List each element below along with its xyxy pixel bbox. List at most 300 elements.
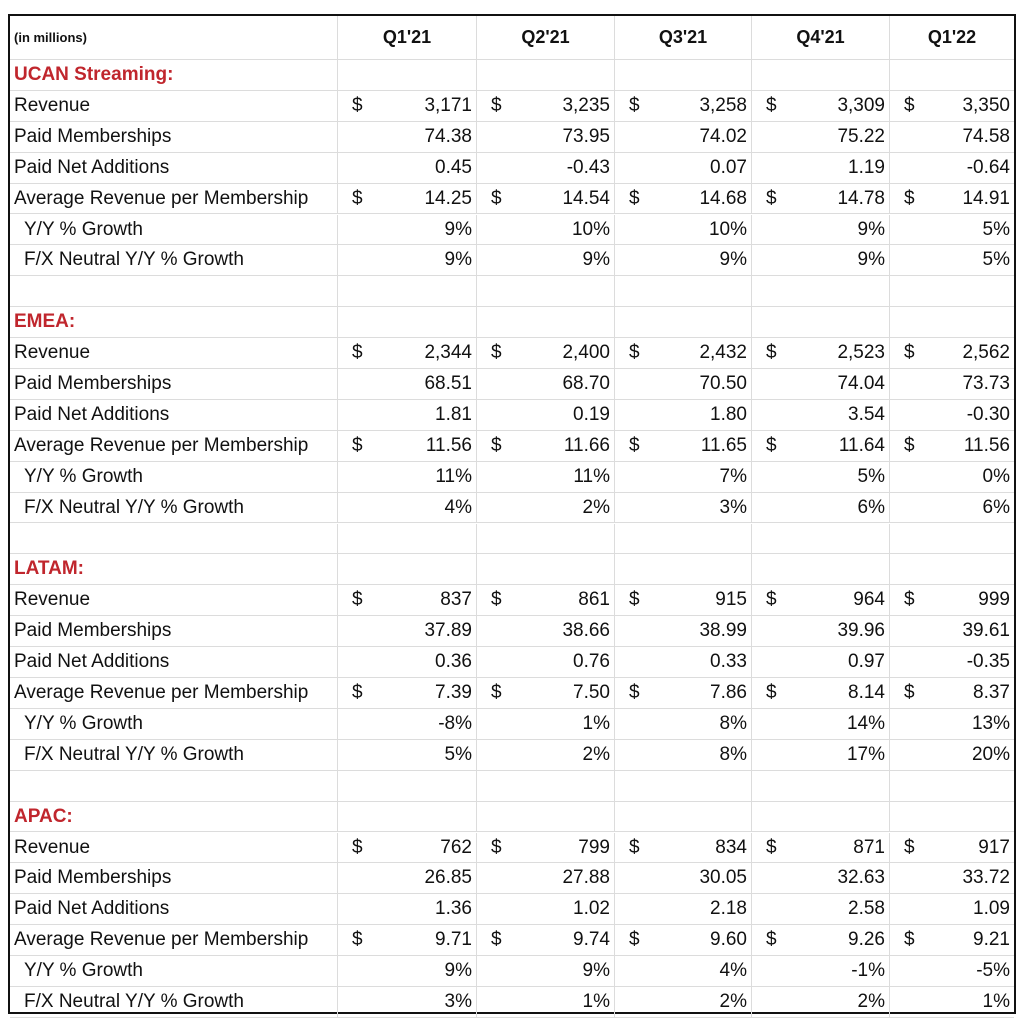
table-row [10, 709, 1014, 740]
row-label: Revenue [10, 833, 338, 864]
value-cell [615, 894, 752, 925]
currency-symbol: $ [352, 929, 363, 951]
spacer-cell [338, 524, 477, 555]
cell-value: 75.22 [837, 125, 885, 147]
value-cell [615, 91, 752, 122]
cell-value: 1% [982, 991, 1010, 1012]
value-cell [890, 833, 1014, 864]
value-cell [752, 400, 890, 431]
spacer-cell [10, 276, 338, 307]
cell-value: 0% [982, 465, 1010, 487]
value-cell [477, 462, 615, 493]
table-row [10, 493, 1014, 524]
empty-cell [477, 307, 615, 338]
empty-cell [477, 802, 615, 833]
value-cell [477, 585, 615, 616]
cell-value: 73.95 [562, 125, 610, 147]
value-cell [752, 369, 890, 400]
spacer-cell [10, 524, 338, 555]
value-cell [890, 245, 1014, 276]
value-cell [477, 647, 615, 678]
value-cell [752, 833, 890, 864]
cell-value: 9% [719, 249, 747, 271]
currency-symbol: $ [766, 342, 777, 364]
row-label: Paid Net Additions [10, 153, 338, 184]
cell-value: 1.81 [435, 403, 472, 425]
cell-value: 762 [440, 836, 472, 858]
cell-value: 2.58 [848, 898, 885, 920]
section-title-row [10, 60, 1014, 91]
value-cell [752, 678, 890, 709]
spacer-cell [752, 771, 890, 802]
value-cell [752, 956, 890, 987]
currency-symbol: $ [491, 187, 502, 209]
section-title: LATAM: [10, 554, 338, 585]
value-cell [338, 184, 477, 215]
currency-symbol: $ [352, 187, 363, 209]
cell-value: 0.07 [710, 156, 747, 178]
value-cell [338, 122, 477, 153]
cell-value: 7% [719, 465, 747, 487]
value-cell [615, 153, 752, 184]
value-cell [890, 987, 1014, 1018]
cell-value: 6% [982, 496, 1010, 518]
value-cell [338, 338, 477, 369]
empty-cell [752, 554, 890, 585]
cell-value: 17% [846, 743, 885, 765]
value-cell [338, 91, 477, 122]
currency-symbol: $ [629, 589, 640, 611]
cell-value: 38.99 [699, 620, 747, 642]
row-label: Average Revenue per Membership [10, 678, 338, 709]
cell-value: 6% [857, 496, 885, 518]
cell-value: 32.63 [837, 867, 885, 889]
cell-value: 9% [582, 249, 610, 271]
value-cell [338, 153, 477, 184]
cell-value: 11.56 [425, 434, 472, 456]
currency-symbol: $ [491, 929, 502, 951]
currency-symbol: $ [491, 589, 502, 611]
currency-symbol: $ [352, 589, 363, 611]
cell-value: 8% [719, 712, 747, 734]
empty-cell [615, 60, 752, 91]
value-cell [477, 153, 615, 184]
value-cell [752, 740, 890, 771]
cell-value: 1% [582, 712, 610, 734]
value-cell [338, 833, 477, 864]
cell-value: 4% [444, 496, 472, 518]
value-cell [890, 863, 1014, 894]
cell-value: 14.91 [962, 187, 1010, 209]
row-label: Paid Memberships [10, 369, 338, 400]
cell-value: 9.71 [435, 929, 472, 951]
spacer-cell [890, 771, 1014, 802]
value-cell [615, 400, 752, 431]
cell-value: 68.51 [424, 373, 472, 394]
cell-value: 5% [982, 249, 1010, 271]
cell-value: 3,350 [962, 94, 1010, 116]
value-cell [477, 369, 615, 400]
value-cell [890, 740, 1014, 771]
value-cell [890, 184, 1014, 215]
cell-value: 2,344 [424, 342, 472, 364]
empty-cell [752, 307, 890, 338]
cell-value: 9.26 [848, 929, 885, 951]
row-label: Average Revenue per Membership [10, 431, 338, 462]
cell-value: 3,309 [837, 94, 885, 116]
value-cell [338, 925, 477, 956]
currency-symbol: $ [766, 434, 777, 456]
cell-value: 1.19 [848, 156, 885, 178]
cell-value: 9.21 [973, 929, 1010, 951]
table-row [10, 215, 1014, 246]
spacer-row [10, 276, 1014, 307]
cell-value: 74.02 [699, 125, 747, 147]
value-cell [890, 462, 1014, 493]
value-cell [615, 338, 752, 369]
empty-cell [477, 60, 615, 91]
spacer-cell [890, 524, 1014, 555]
value-cell [752, 987, 890, 1018]
cell-value: 70.50 [699, 373, 747, 394]
cell-value: 1.02 [573, 898, 610, 920]
currency-symbol: $ [629, 342, 640, 364]
currency-symbol: $ [904, 187, 915, 209]
value-cell [477, 616, 615, 647]
value-cell [338, 894, 477, 925]
table-row [10, 740, 1014, 771]
cell-value: 3% [719, 496, 747, 518]
section-title-row [10, 802, 1014, 833]
value-cell [752, 863, 890, 894]
cell-value: 9% [857, 249, 885, 271]
row-label: F/X Neutral Y/Y % Growth [10, 987, 338, 1018]
cell-value: 5% [444, 743, 472, 765]
table-row [10, 647, 1014, 678]
empty-cell [890, 802, 1014, 833]
value-cell [752, 647, 890, 678]
spacer-cell [477, 524, 615, 555]
value-cell [752, 925, 890, 956]
value-cell [890, 956, 1014, 987]
value-cell [477, 678, 615, 709]
row-label: F/X Neutral Y/Y % Growth [10, 493, 338, 524]
cell-value: 14.25 [424, 187, 472, 209]
spacer-cell [615, 276, 752, 307]
currency-symbol: $ [629, 929, 640, 951]
cell-value: -0.43 [566, 156, 610, 178]
value-cell [752, 894, 890, 925]
value-cell [477, 863, 615, 894]
spacer-row [10, 524, 1014, 555]
currency-symbol: $ [904, 836, 915, 858]
column-header: Q2'21 [477, 16, 615, 60]
value-cell [615, 215, 752, 246]
section-title: UCAN Streaming: [10, 60, 338, 91]
cell-value: 13% [971, 712, 1010, 734]
table-row [10, 153, 1014, 184]
value-cell [752, 493, 890, 524]
value-cell [338, 678, 477, 709]
value-cell [477, 91, 615, 122]
cell-value: 73.73 [962, 373, 1010, 394]
value-cell [615, 956, 752, 987]
empty-cell [890, 554, 1014, 585]
cell-value: 11% [573, 465, 610, 487]
cell-value: 1% [582, 991, 610, 1012]
currency-symbol: $ [491, 342, 502, 364]
value-cell [477, 894, 615, 925]
value-cell [752, 616, 890, 647]
cell-value: 834 [715, 836, 747, 858]
row-label: Paid Net Additions [10, 400, 338, 431]
header-row [10, 16, 1014, 60]
cell-value: 3% [444, 991, 472, 1012]
cell-value: 10% [708, 218, 747, 240]
table-row [10, 184, 1014, 215]
section-title-row [10, 554, 1014, 585]
units-label: (in millions) [10, 16, 338, 60]
value-cell [615, 987, 752, 1018]
spacer-cell [338, 276, 477, 307]
cell-value: 8.37 [973, 682, 1010, 703]
value-cell [615, 431, 752, 462]
cell-value: 1.80 [710, 403, 747, 425]
value-cell [477, 400, 615, 431]
currency-symbol: $ [904, 342, 915, 364]
value-cell [752, 431, 890, 462]
cell-value: 74.38 [424, 125, 472, 147]
cell-value: 20% [971, 743, 1010, 765]
currency-symbol: $ [766, 94, 777, 116]
value-cell [890, 369, 1014, 400]
currency-symbol: $ [904, 434, 915, 456]
table-row [10, 585, 1014, 616]
value-cell [477, 956, 615, 987]
value-cell [890, 400, 1014, 431]
value-cell [477, 925, 615, 956]
value-cell [615, 493, 752, 524]
value-cell [615, 647, 752, 678]
cell-value: 74.04 [837, 373, 885, 394]
spacer-row [10, 771, 1014, 802]
spacer-cell [890, 276, 1014, 307]
table-row [10, 616, 1014, 647]
value-cell [752, 338, 890, 369]
value-cell [890, 894, 1014, 925]
column-header: Q1'21 [338, 16, 477, 60]
cell-value: 2% [582, 743, 610, 765]
row-label: F/X Neutral Y/Y % Growth [10, 245, 338, 276]
currency-symbol: $ [766, 589, 777, 611]
value-cell [615, 709, 752, 740]
value-cell [890, 616, 1014, 647]
value-cell [752, 184, 890, 215]
empty-cell [477, 554, 615, 585]
table-row [10, 338, 1014, 369]
value-cell [477, 245, 615, 276]
value-cell [890, 678, 1014, 709]
cell-value: 3,258 [699, 94, 747, 116]
value-cell [890, 647, 1014, 678]
value-cell [338, 956, 477, 987]
empty-cell [615, 802, 752, 833]
cell-value: 2,523 [837, 342, 885, 364]
row-label: Paid Memberships [10, 122, 338, 153]
cell-value: 0.76 [573, 651, 610, 673]
cell-value: 8.14 [848, 682, 885, 703]
cell-value: 74.58 [962, 125, 1010, 147]
value-cell [752, 122, 890, 153]
cell-value: 917 [978, 836, 1010, 858]
value-cell [338, 369, 477, 400]
value-cell [752, 585, 890, 616]
cell-value: 14.78 [837, 187, 885, 209]
spacer-cell [615, 524, 752, 555]
value-cell [615, 184, 752, 215]
cell-value: 915 [715, 589, 747, 611]
empty-cell [752, 802, 890, 833]
row-label: Paid Net Additions [10, 894, 338, 925]
cell-value: 2% [857, 991, 885, 1012]
value-cell [615, 833, 752, 864]
value-cell [615, 245, 752, 276]
value-cell [338, 215, 477, 246]
empty-cell [615, 307, 752, 338]
value-cell [338, 431, 477, 462]
value-cell [338, 709, 477, 740]
value-cell [890, 215, 1014, 246]
cell-value: -8% [438, 712, 472, 734]
spacer-cell [752, 276, 890, 307]
value-cell [752, 709, 890, 740]
table-row [10, 122, 1014, 153]
financial-table [8, 14, 1016, 1014]
spacer-cell [477, 771, 615, 802]
cell-value: 871 [853, 836, 885, 858]
cell-value: 0.19 [573, 403, 610, 425]
value-cell [752, 153, 890, 184]
cell-value: 7.39 [435, 682, 472, 703]
cell-value: 10% [571, 218, 610, 240]
value-cell [338, 987, 477, 1018]
cell-value: 1.09 [973, 898, 1010, 920]
empty-cell [890, 60, 1014, 91]
currency-symbol: $ [352, 682, 363, 703]
table-row [10, 987, 1014, 1018]
table-row [10, 431, 1014, 462]
currency-symbol: $ [904, 682, 915, 703]
currency-symbol: $ [629, 682, 640, 703]
currency-symbol: $ [766, 682, 777, 703]
column-header: Q4'21 [752, 16, 890, 60]
row-label: Paid Memberships [10, 616, 338, 647]
empty-cell [338, 60, 477, 91]
empty-cell [890, 307, 1014, 338]
cell-value: 37.89 [424, 620, 472, 642]
value-cell [890, 338, 1014, 369]
empty-cell [752, 60, 890, 91]
value-cell [615, 369, 752, 400]
value-cell [890, 493, 1014, 524]
currency-symbol: $ [629, 94, 640, 116]
row-label: Revenue [10, 585, 338, 616]
cell-value: 2,432 [699, 342, 747, 364]
value-cell [477, 833, 615, 864]
table-row [10, 894, 1014, 925]
value-cell [752, 462, 890, 493]
value-cell [615, 925, 752, 956]
value-cell [477, 740, 615, 771]
cell-value: 26.85 [424, 867, 472, 889]
cell-value: 9.74 [573, 929, 610, 951]
value-cell [477, 122, 615, 153]
row-label: Revenue [10, 91, 338, 122]
cell-value: 4% [719, 960, 747, 982]
value-cell [477, 184, 615, 215]
column-header: Q3'21 [615, 16, 752, 60]
currency-symbol: $ [904, 94, 915, 116]
row-label: Average Revenue per Membership [10, 184, 338, 215]
cell-value: -1% [851, 960, 885, 982]
cell-value: 30.05 [699, 867, 747, 889]
currency-symbol: $ [766, 929, 777, 951]
value-cell [338, 740, 477, 771]
empty-cell [615, 554, 752, 585]
row-label: F/X Neutral Y/Y % Growth [10, 740, 338, 771]
value-cell [477, 338, 615, 369]
value-cell [477, 493, 615, 524]
value-cell [890, 153, 1014, 184]
value-cell [477, 987, 615, 1018]
cell-value: 27.88 [562, 867, 610, 889]
value-cell [752, 245, 890, 276]
value-cell [477, 709, 615, 740]
cell-value: -0.35 [966, 651, 1010, 673]
cell-value: 68.70 [562, 373, 610, 394]
table-row [10, 462, 1014, 493]
cell-value: 11% [435, 465, 472, 487]
empty-cell [338, 802, 477, 833]
cell-value: 39.96 [837, 620, 885, 642]
value-cell [890, 709, 1014, 740]
currency-symbol: $ [904, 589, 915, 611]
cell-value: 9% [444, 218, 472, 240]
value-cell [752, 91, 890, 122]
spacer-cell [752, 524, 890, 555]
cell-value: 14.68 [699, 187, 747, 209]
table-row [10, 833, 1014, 864]
empty-cell [338, 554, 477, 585]
value-cell [338, 462, 477, 493]
currency-symbol: $ [352, 342, 363, 364]
cell-value: 7.86 [710, 682, 747, 703]
value-cell [477, 431, 615, 462]
cell-value: 8% [719, 743, 747, 765]
value-cell [890, 122, 1014, 153]
currency-symbol: $ [491, 434, 502, 456]
row-label: Paid Memberships [10, 863, 338, 894]
table-row [10, 369, 1014, 400]
cell-value: 39.61 [962, 620, 1010, 642]
cell-value: 9% [444, 960, 472, 982]
cell-value: 2.18 [710, 898, 747, 920]
section-title: APAC: [10, 802, 338, 833]
cell-value: 3,171 [424, 94, 472, 116]
value-cell [615, 740, 752, 771]
value-cell [890, 91, 1014, 122]
cell-value: 5% [857, 465, 885, 487]
